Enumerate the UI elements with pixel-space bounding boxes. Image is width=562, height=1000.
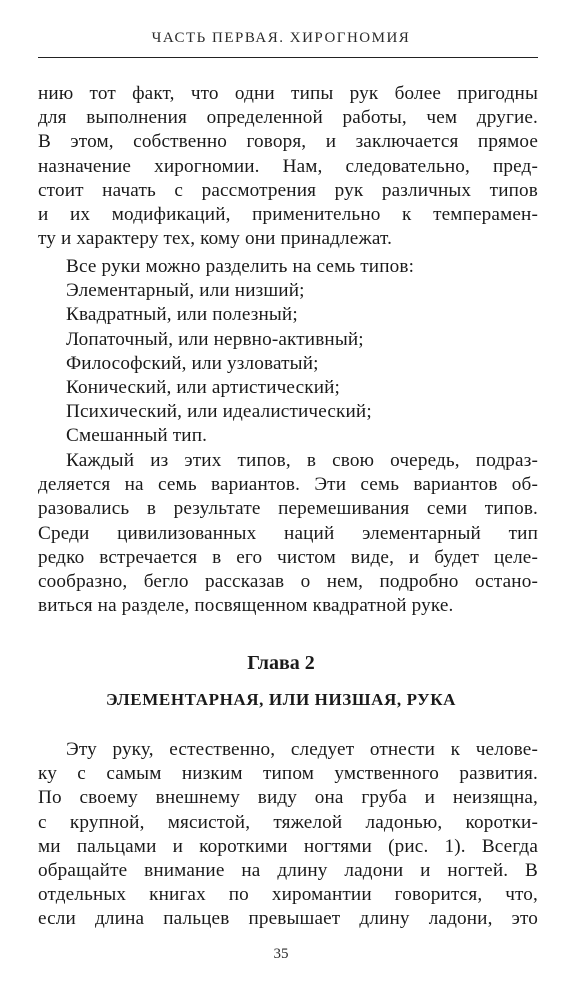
text-line: ту и характеру тех, кому они принадлежат. xyxy=(38,228,393,250)
hand-types-list xyxy=(38,255,538,449)
list-item: Смешанный тип. xyxy=(66,425,208,447)
text-line: обращайте внимание на длину ладони и ногтей. В xyxy=(38,859,538,881)
page-number: 35 xyxy=(273,946,289,962)
text-line: виться на разделе, посвященном квадратной руке. xyxy=(38,595,454,617)
text-line: и их модификаций, применительно к темперамен- xyxy=(38,203,538,225)
chapter-title: ЭЛЕМЕНТАРНАЯ, ИЛИ НИЗШАЯ, РУКА xyxy=(105,690,457,709)
text-line: нию тот факт, что одни типы рук более пригодны xyxy=(38,83,538,104)
text-line: назначение хирогномии. Нам, следовательно, пред- xyxy=(38,155,538,177)
header-rule xyxy=(38,57,538,58)
paragraph-variants xyxy=(38,449,538,618)
text-line: Среди цивилизованных наций элементарный тип xyxy=(38,522,538,544)
text-line: ку с самым низким типом умственного развития. xyxy=(38,763,538,785)
list-item: Психический, или идеалистический; xyxy=(66,401,372,423)
text-line: ми пальцами и короткими ногтями (рис. 1). Всегда xyxy=(38,835,538,857)
text-line: Каждый из этих типов, в свою очередь, подраз- xyxy=(66,450,538,471)
text-line: разовались в результате перемешивания семи типов. xyxy=(38,498,538,520)
text-line: если длина пальцев превышает длину ладони, это xyxy=(38,908,538,930)
list-intro: Все руки можно разделить на семь типов: xyxy=(66,256,415,277)
text-line: Эту руку, естественно, следует отнести к челове- xyxy=(66,739,538,760)
text-line: В этом, собственно говоря, и заключается прямое xyxy=(38,131,538,153)
list-item: Философский, или узловатый; xyxy=(66,352,319,374)
text-line: стоит начать с рассмотрения рук различных типов xyxy=(38,179,538,201)
list-item: Лопаточный, или нервно-активный; xyxy=(66,328,364,350)
text-line: отдельных книгах по хиромантии говорится, что, xyxy=(38,884,538,906)
text-line: По своему внешнему виду она груба и неизящна, xyxy=(38,787,538,809)
list-item: Элементарный, или низший; xyxy=(66,280,305,302)
running-head: ЧАСТЬ ПЕРВАЯ. ХИРОГНОМИЯ xyxy=(151,30,411,46)
text-line: деляется на семь вариантов. Эти семь вариантов об- xyxy=(38,474,538,496)
paragraph-elementary-hand xyxy=(38,738,538,932)
list-item: Конический, или артистический; xyxy=(66,376,341,398)
text-line: редко встречается в его чистом виде, и будет целе- xyxy=(38,546,538,568)
text-line: для выполнения определенной работы, чем другие. xyxy=(38,107,538,129)
text-line: сообразно, бегло рассказав о нем, подробно остано- xyxy=(38,570,538,592)
text-line: с крупной, мясистой, тяжелой ладонью, коротки- xyxy=(38,811,538,833)
list-item: Квадратный, или полезный; xyxy=(66,304,298,326)
paragraph-continuation xyxy=(38,82,538,251)
chapter-number: Глава 2 xyxy=(247,652,315,674)
